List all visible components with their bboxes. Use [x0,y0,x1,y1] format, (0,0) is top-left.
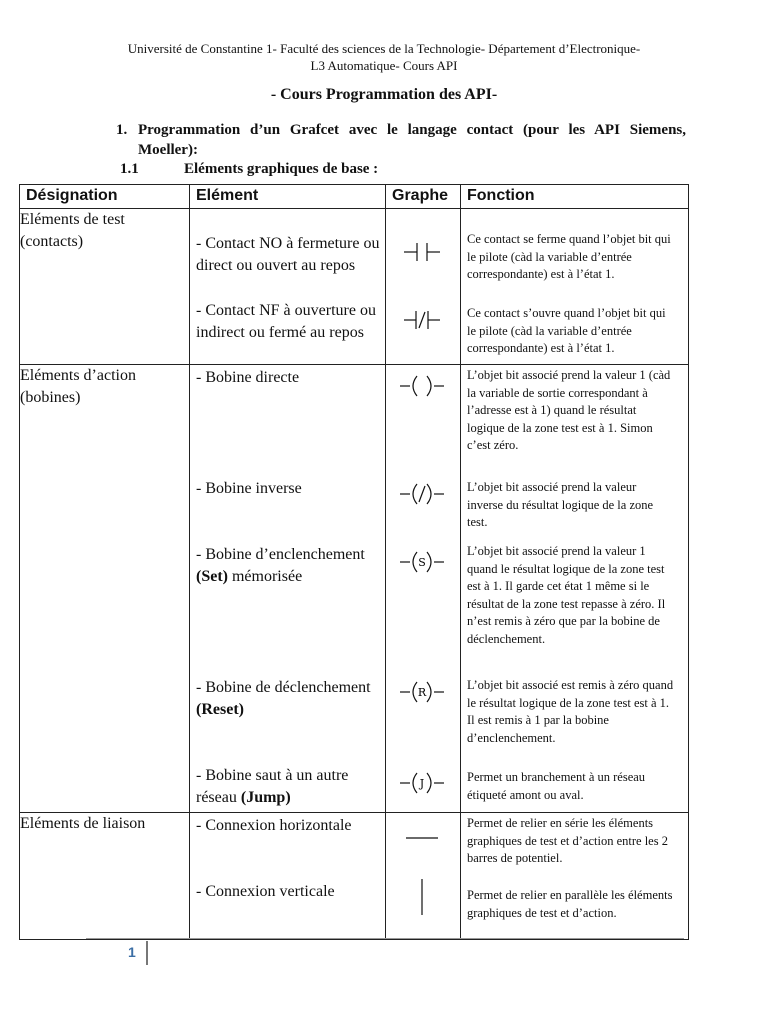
graph-cell-test [386,209,461,365]
page-number-bar [146,941,148,965]
table-row-connection-elements [20,813,689,940]
contact-no-icon [386,237,458,267]
element-coil-reset-prefix: - Bobine de déclenchement [196,679,371,696]
coil-inverse-icon [386,479,458,509]
section-1-1-number: 1.1 [120,161,139,177]
section-1-text: Programmation d’un Grafcet avec le langage contact (pour les API Siemens, Moeller): [138,122,686,158]
coil-direct-icon [386,371,458,401]
footer-divider [86,938,684,939]
element-cell-connection [190,813,386,940]
function-contact-nf: Ce contact s’ouvre quand l’objet bit qui le pilote (càd la variable d’entrée correspondante) est à l’état 1. [467,306,666,355]
page-title: - Cours Programmation des API- [270,86,498,103]
function-coil-reset: L’objet bit associé est remis à zéro quand le résultat logique de la zone test est à 1. Il est remis à 1 par la bobine d’enclenchement. [467,678,674,745]
contact-nf-icon [386,305,458,335]
function-cell-connection [461,813,689,940]
function-contact-no: Ce contact se ferme quand l’objet bit qui le pilote (càd la variable d’entrée correspondante) est à l’état 1. [467,232,671,281]
header-designation: Désignation [20,185,190,209]
graph-cell-connection [386,813,461,940]
element-coil-jump-bold: (Jump) [240,789,291,806]
element-coil-set-bold: (Set) [196,568,228,585]
element-coil-jump-prefix: - Bobine saut à un autre réseau [196,767,349,806]
element-coil-reset [196,677,386,721]
function-coil-direct: L’objet bit associé prend la valeur 1 (càd la variable de sortie correspondant à l’adresse est à 1) quand le résultat logique de la zone test est à 1. Simon c’est zéro. [467,368,671,452]
header-fonction: Fonction [461,185,689,209]
coil-jump-icon [386,768,458,798]
element-contact-no: - Contact NO à fermeture ou direct ou ouvert au repos [196,235,380,274]
header-graphe: Graphe [386,185,461,209]
header-element: Elément [190,185,386,209]
page-number: 1 [128,944,136,960]
section-1-1-heading [120,161,378,178]
section-1-1-text: Eléments graphiques de base : [184,161,379,177]
element-horizontal-connection: - Connexion horizontale [196,817,352,834]
coil-reset-letter: R [417,686,427,699]
function-coil-jump: Permet un branchement à un réseau étiqueté amont ou aval. [467,770,646,802]
function-cell-action [461,365,689,813]
section-1-heading [116,120,686,160]
element-coil-set-prefix: - Bobine d’enclenchement [196,546,365,563]
table-header-row [20,185,689,209]
horizontal-connection-icon [386,817,458,847]
coil-jump-letter: J [419,777,425,790]
element-coil-jump [196,765,386,809]
function-coil-inverse: L’objet bit associé prend la valeur inverse du résultat logique de la zone test. [467,480,654,529]
section-1-number: 1. [116,122,128,138]
function-cell-test [461,209,689,365]
element-cell-test [190,209,386,365]
graph-cell-action [386,365,461,813]
vertical-connection-icon [386,877,458,917]
coil-set-letter: S [418,556,426,569]
function-vertical-connection: Permet de relier en parallèle les éléments graphiques de test et d’action. [467,888,673,920]
element-coil-inverse: - Bobine inverse [196,480,302,497]
element-coil-set-suffix: mémorisée [227,568,303,585]
element-coil-set [196,544,386,588]
designation-action: Eléments d’action (bobines) [20,365,190,813]
header-line-1: Université de Constantine 1- Faculté des sciences de la Technologie- Département d’Electronique- [127,41,641,56]
designation-connection: Eléments de liaison [20,813,190,940]
coil-set-icon [386,547,458,577]
function-horizontal-connection: Permet de relier en série les éléments graphiques de test et d’action entre les 2 barres de potentiel. [467,816,668,865]
element-coil-reset-bold: (Reset) [196,701,244,718]
elements-table [19,184,689,940]
element-cell-action [190,365,386,813]
page-header [0,40,768,74]
function-coil-set: L’objet bit associé prend la valeur 1 quand le résultat logique de la zone test est à 1. Il garde cet état 1 même si le résultat de la zone test repasse à zéro. Il n’est remis à zéro que par la bobine de déclenchement. [467,544,666,646]
element-coil-direct: - Bobine directe [196,369,300,386]
coil-reset-icon [386,677,458,707]
table-row-test-elements [20,209,689,365]
element-vertical-connection: - Connexion verticale [196,883,335,900]
designation-test: Eléments de test (contacts) [20,209,190,365]
element-contact-nf: - Contact NF à ouverture ou indirect ou fermé au repos [196,302,376,341]
header-line-2: L3 Automatique- Cours API [310,58,458,73]
table-row-action-elements [20,365,689,813]
